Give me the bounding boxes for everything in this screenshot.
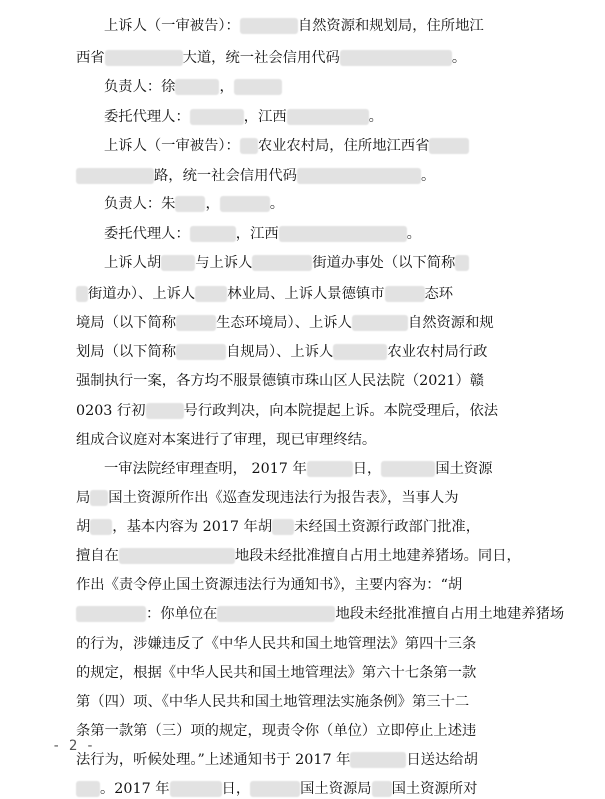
- text-segment: 生态环境局）、上诉人: [216, 314, 352, 331]
- text-line: [76, 194, 284, 214]
- text-line: [76, 401, 498, 421]
- text-segment: 西省: [76, 49, 105, 66]
- text-segment: 胡: [76, 519, 91, 536]
- redaction-blur: [217, 606, 335, 622]
- redaction-blur: [234, 79, 282, 95]
- text-line: [76, 604, 564, 624]
- text-segment: 号行政判决，向本院提起上诉。本院受理后，依法: [183, 402, 499, 419]
- text-segment: ，: [219, 78, 234, 95]
- redaction-blur: [220, 196, 270, 212]
- text-segment: 地段未经批准擅自占用土地建养猪场: [335, 606, 565, 622]
- text-segment: 日送达给胡: [406, 751, 478, 768]
- text-segment: 。2017 年: [100, 780, 170, 797]
- text-segment: 强制执行一案，各方均不服景德镇市珠山区人民法院（2021）赣: [76, 372, 485, 389]
- redaction-blur: [190, 109, 244, 125]
- text-segment: 组成合议庭对本案进行了审理，现已审理终结。: [76, 431, 377, 448]
- text-line: [76, 284, 453, 304]
- text-segment: 路，统一社会信用代码: [154, 167, 297, 184]
- redaction-blur: [90, 490, 108, 506]
- redaction-blur: [279, 226, 407, 242]
- redaction-blur: [340, 50, 452, 66]
- text-segment: 作出《责令停止国土资源违法行为通知书》，主要内容为：“胡: [76, 577, 463, 594]
- redaction-blur: [176, 315, 216, 331]
- redaction-blur: [333, 344, 387, 360]
- redaction-blur: [352, 315, 408, 331]
- text-segment: 国土资源所对: [391, 780, 478, 797]
- text-segment: 一审法院经审理查明， 2017 年: [104, 461, 307, 478]
- text-line: [76, 721, 476, 741]
- text-line: [76, 77, 282, 97]
- redaction-blur: [146, 403, 184, 419]
- text-line: [76, 634, 476, 654]
- text-segment: 街道办）、上诉人: [88, 285, 196, 302]
- text-segment: 地段未经批准擅自占用土地建养猪场。同日，: [234, 548, 521, 565]
- text-segment: 日，: [221, 780, 251, 797]
- text-line: [76, 166, 435, 186]
- text-line: [76, 692, 469, 712]
- text-line: [76, 750, 478, 770]
- redaction-blur: [105, 50, 183, 66]
- text-segment: 0203 行初: [76, 402, 146, 419]
- text-segment: 国土资源局: [300, 780, 372, 797]
- text-line: [76, 224, 421, 244]
- text-line: [76, 430, 376, 450]
- text-segment: 擅自在: [76, 548, 119, 565]
- redaction-blur: [175, 196, 205, 212]
- redaction-blur: [76, 606, 146, 622]
- text-segment: 国土资源所作出《巡查发现违法行为报告表》，当事人为: [108, 490, 459, 507]
- text-segment: 。: [406, 226, 421, 243]
- text-segment: 负责人：朱: [104, 196, 176, 213]
- redaction-blur: [119, 548, 235, 564]
- text-line: [76, 253, 469, 273]
- text-segment: 委托代理人：: [104, 226, 190, 243]
- redaction-blur: [381, 461, 435, 477]
- redaction-blur: [170, 781, 222, 797]
- redaction-blur: [272, 519, 294, 535]
- text-segment: 街道办事处（以下简称: [312, 255, 456, 272]
- redaction-blur: [190, 226, 236, 242]
- redaction-blur: [76, 286, 88, 302]
- text-segment: ，基本内容为 2017 年胡: [112, 519, 273, 536]
- redaction-blur: [250, 781, 300, 797]
- text-line: [76, 313, 494, 333]
- text-segment: 上诉人胡: [104, 255, 162, 272]
- text-line: [76, 342, 487, 362]
- redaction-blur: [176, 344, 226, 360]
- redaction-blur: [297, 168, 421, 184]
- text-segment: 的行为，涉嫌违反了《中华人民共和国土地管理法》第四十三条: [76, 635, 477, 652]
- page-number: - 2 -: [52, 738, 95, 754]
- redaction-blur: [76, 781, 100, 797]
- redaction-blur: [372, 781, 392, 797]
- redaction-blur: [307, 461, 353, 477]
- text-line: [76, 107, 383, 127]
- text-segment: 局: [76, 490, 91, 507]
- redaction-blur: [240, 18, 298, 34]
- text-segment: 自然资源和规: [407, 314, 494, 331]
- text-segment: 委托代理人：: [104, 108, 190, 125]
- redaction-blur: [455, 255, 469, 271]
- redaction-blur: [175, 79, 219, 95]
- redaction-blur: [287, 109, 369, 125]
- text-segment: 未经国土资源行政部门批准，: [294, 519, 481, 536]
- text-segment: 境局（以下简称: [76, 314, 177, 331]
- text-segment: 上诉人（一审被告）：: [104, 137, 240, 154]
- text-segment: 。: [451, 49, 467, 66]
- text-segment: 态环: [424, 285, 454, 302]
- text-segment: ：你单位在: [146, 606, 218, 622]
- text-segment: 的规定，根据《中华人民共和国土地管理法》第六十七条第一款: [76, 664, 477, 681]
- text-segment: 上诉人（一审被告）：: [104, 18, 240, 35]
- redaction-blur: [350, 752, 406, 768]
- text-segment: 农业农村局，住所地江西省: [257, 137, 430, 154]
- text-segment: 法行为，听候处理。”上述通知书于 2017 年: [76, 751, 351, 768]
- text-segment: ，: [205, 196, 220, 213]
- text-segment: 条第一款第（三）项的规定，现责令你（单位）立即停止上述违: [76, 722, 477, 739]
- text-line: [76, 16, 484, 36]
- redaction-blur: [76, 168, 154, 184]
- text-line: [76, 517, 480, 537]
- text-line: [76, 48, 466, 68]
- text-line: [76, 459, 493, 479]
- text-segment: 国土资源: [435, 461, 493, 478]
- text-line: [76, 779, 477, 799]
- text-segment: 大道，统一社会信用代码: [182, 49, 340, 66]
- text-segment: 。: [269, 196, 285, 213]
- text-line: [76, 546, 521, 566]
- text-segment: 负责人：徐: [104, 78, 176, 95]
- text-segment: ，江西: [235, 226, 279, 243]
- redaction-blur: [195, 286, 227, 302]
- text-segment: 日，: [352, 461, 382, 478]
- text-segment: 第（四）项、《中华人民共和国土地管理法实施条例》第三十二: [76, 693, 470, 710]
- text-line: [76, 488, 459, 508]
- text-segment: 。: [368, 108, 383, 125]
- redaction-blur: [90, 519, 112, 535]
- redaction-blur: [429, 138, 469, 154]
- redaction-blur: [252, 255, 312, 271]
- text-segment: 自然资源和规划局，住所地江: [297, 18, 484, 35]
- text-segment: 。: [420, 167, 436, 184]
- text-segment: 自规局）、上诉人: [226, 343, 334, 360]
- text-line: [76, 663, 476, 683]
- text-segment: 农业农村局行政: [387, 343, 488, 360]
- text-segment: 与上诉人: [195, 255, 253, 272]
- redaction-blur: [161, 255, 195, 271]
- text-line: [76, 575, 462, 595]
- text-segment: 林业局、上诉人景德镇市: [227, 285, 385, 302]
- text-line: [76, 136, 469, 156]
- text-segment: ，江西: [243, 108, 287, 125]
- text-line: [76, 371, 484, 391]
- redaction-blur: [240, 138, 258, 154]
- redaction-blur: [385, 286, 425, 302]
- text-segment: 划局（以下简称: [76, 343, 177, 360]
